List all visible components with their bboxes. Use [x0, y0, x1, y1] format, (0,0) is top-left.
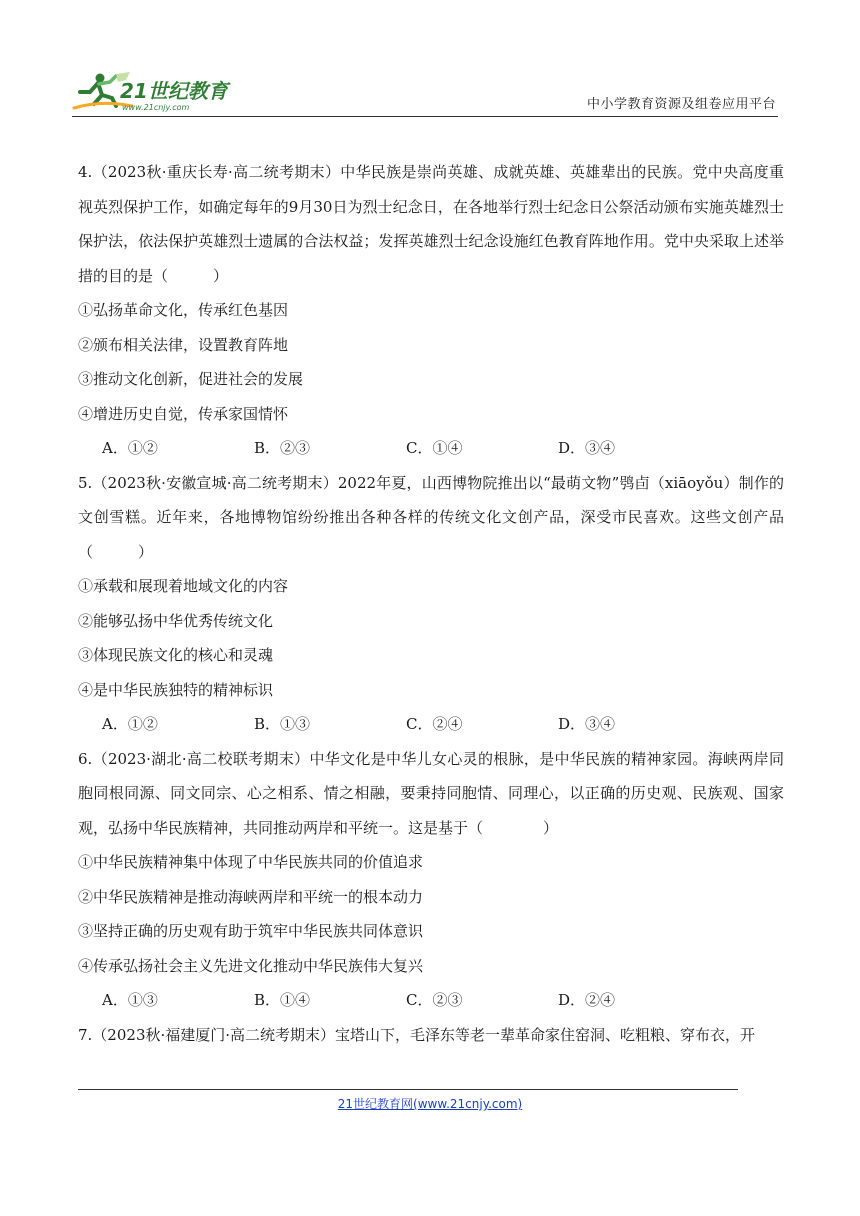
svg-text:www.21cnjy.com: www.21cnjy.com [122, 103, 190, 112]
statement-2: ②颁布相关法律，设置教育阵地 [78, 335, 289, 354]
footer-site-link[interactable]: 21世纪教育网(www.21cnjy.com) [337, 1097, 523, 1111]
svg-text:21世纪教育: 21世纪教育 [120, 79, 228, 103]
runner-logo-icon [72, 70, 242, 114]
question-stem: 4.（2023秋·重庆长寿·高二统考期末）中华民族是崇尚英雄、成就英雄、英雄辈出的民族。党中央高度重视英烈保护工作，如确定每年的9月30日为烈士纪念日，在各地举行烈士纪念日公祭活动颁布实施英雄烈士保护法，依法保护英雄烈士遗属的合法权益；发挥英雄烈士纪念设施红色教育阵地作用。党中央采取上述举措的目的是（ ） [78, 163, 784, 285]
choice-a[interactable]: A．①② [102, 715, 158, 733]
platform-name: 中小学教育资源及组卷应用平台 [586, 97, 776, 112]
question-stem: 5.（2023秋·安徽宣城·高二统考期末）2022年夏，山西博物院推出以“最萌文物”鸮卣（xiāoyǒu）制作的文创雪糕。近年来，各地博物馆纷纷推出各种各样的传统文化文创产品，深受市民喜欢。这些文创产品（ ） [78, 473, 784, 561]
statement-1: ①中华民族精神集中体现了中华民族共同的价值追求 [78, 853, 424, 871]
statement-2: ②能够弘扬中华优秀传统文化 [78, 611, 274, 630]
question-7 [78, 1018, 784, 1053]
choice-c[interactable]: C．②③ [406, 991, 463, 1009]
question-6 [78, 742, 784, 1018]
question-4 [78, 155, 784, 466]
answer-choices [78, 431, 784, 466]
statement-4: ④是中华民族独特的精神标识 [78, 680, 274, 699]
choice-c[interactable]: C．①④ [406, 439, 463, 457]
statement-4: ④增进历史自觉，传承家国情怀 [78, 404, 289, 423]
statement-2: ②中华民族精神是推动海峡两岸和平统一的根本动力 [78, 887, 424, 906]
footer-divider [78, 1089, 738, 1090]
page-header [72, 66, 778, 117]
question-5 [78, 466, 784, 742]
choice-b[interactable]: B．①④ [254, 991, 311, 1009]
question-list [78, 155, 784, 1052]
statement-1: ①承载和展现着地域文化的内容 [78, 577, 289, 595]
statement-1: ①弘扬革命文化，传承红色基因 [78, 301, 289, 319]
choice-b[interactable]: B．①③ [254, 715, 311, 733]
site-logo [72, 70, 242, 114]
choice-c[interactable]: C．②④ [406, 715, 463, 733]
choice-d[interactable]: D．②④ [558, 991, 616, 1009]
choice-a[interactable]: A．①② [102, 439, 158, 457]
statement-3: ③坚持正确的历史观有助于筑牢中华民族共同体意识 [78, 922, 424, 940]
choice-d[interactable]: D．③④ [558, 715, 616, 733]
choice-d[interactable]: D．③④ [558, 439, 616, 457]
question-stem: 7.（2023秋·福建厦门·高二统考期末）宝塔山下，毛泽东等老一辈革命家住窑洞、吃粗粮、穿布衣，开 [78, 1025, 756, 1044]
statement-3: ③推动文化创新，促进社会的发展 [78, 370, 304, 388]
choice-b[interactable]: B．②③ [254, 439, 311, 457]
question-stem: 6.（2023·湖北·高二校联考期末）中华文化是中华儿女心灵的根脉，是中华民族的精神家园。海峡两岸同胞同根同源、同文同宗、心之相系、情之相融，要秉持同胞情、同理心，以正确的历史观、民族观、国家观，弘扬中华民族精神，共同推动两岸和平统一。这是基于（ ） [78, 749, 784, 837]
answer-choices [78, 707, 784, 742]
statement-3: ③体现民族文化的核心和灵魂 [78, 646, 274, 664]
answer-choices [78, 983, 784, 1018]
choice-a[interactable]: A．①③ [102, 991, 158, 1009]
statement-4: ④传承弘扬社会主义先进文化推动中华民族伟大复兴 [78, 956, 424, 975]
